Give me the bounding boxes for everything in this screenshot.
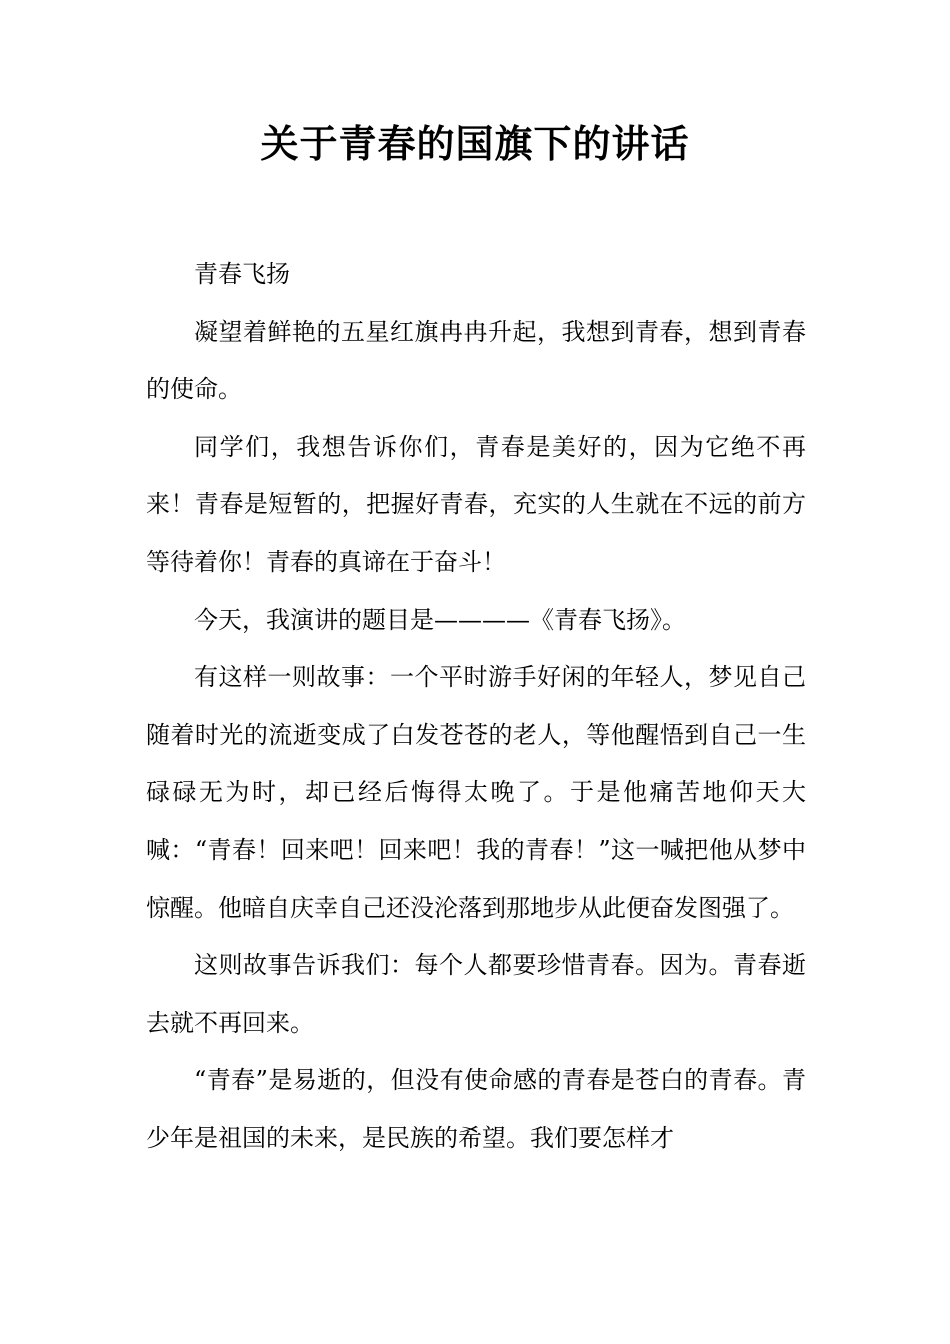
document-title: 关于青春的国旗下的讲话 (260, 121, 690, 166)
paragraph: 有这样一则故事：一个平时游手好闲的年轻人，梦见自己随着时光的流逝变成了白发苍苍的老人，等他醒悟到自己一生碌碌无为时，却已经后悔得太晚了。于是他痛苦地仰天大喊：“青春！回来吧！回来吧！我的青春！”这一喊把他从梦中惊醒。他暗自庆幸自己还没沦落到那地步从此便奋发图强了。 (146, 663, 806, 922)
document-body (146, 246, 806, 1168)
paragraph: 凝望着鲜艳的五星红旗冉冉升起，我想到青春，想到青春的使命。 (146, 317, 806, 404)
paragraph: 青春飞扬 (194, 260, 290, 288)
paragraph: 同学们，我想告诉你们，青春是美好的，因为它绝不再来！青春是短暂的，把握好青春，充实的人生就在不远的前方等待着你！青春的真谛在于奋斗！ (146, 432, 806, 576)
paragraph: “青春”是易逝的，但没有使命感的青春是苍白的青春。青少年是祖国的未来，是民族的希望。我们要怎样才 (146, 1066, 806, 1152)
paragraph: 这则故事告诉我们：每个人都要珍惜青春。因为。青春逝去就不再回来。 (146, 951, 806, 1037)
paragraph: 今天，我演讲的题目是————《青春飞扬》。 (194, 605, 686, 634)
